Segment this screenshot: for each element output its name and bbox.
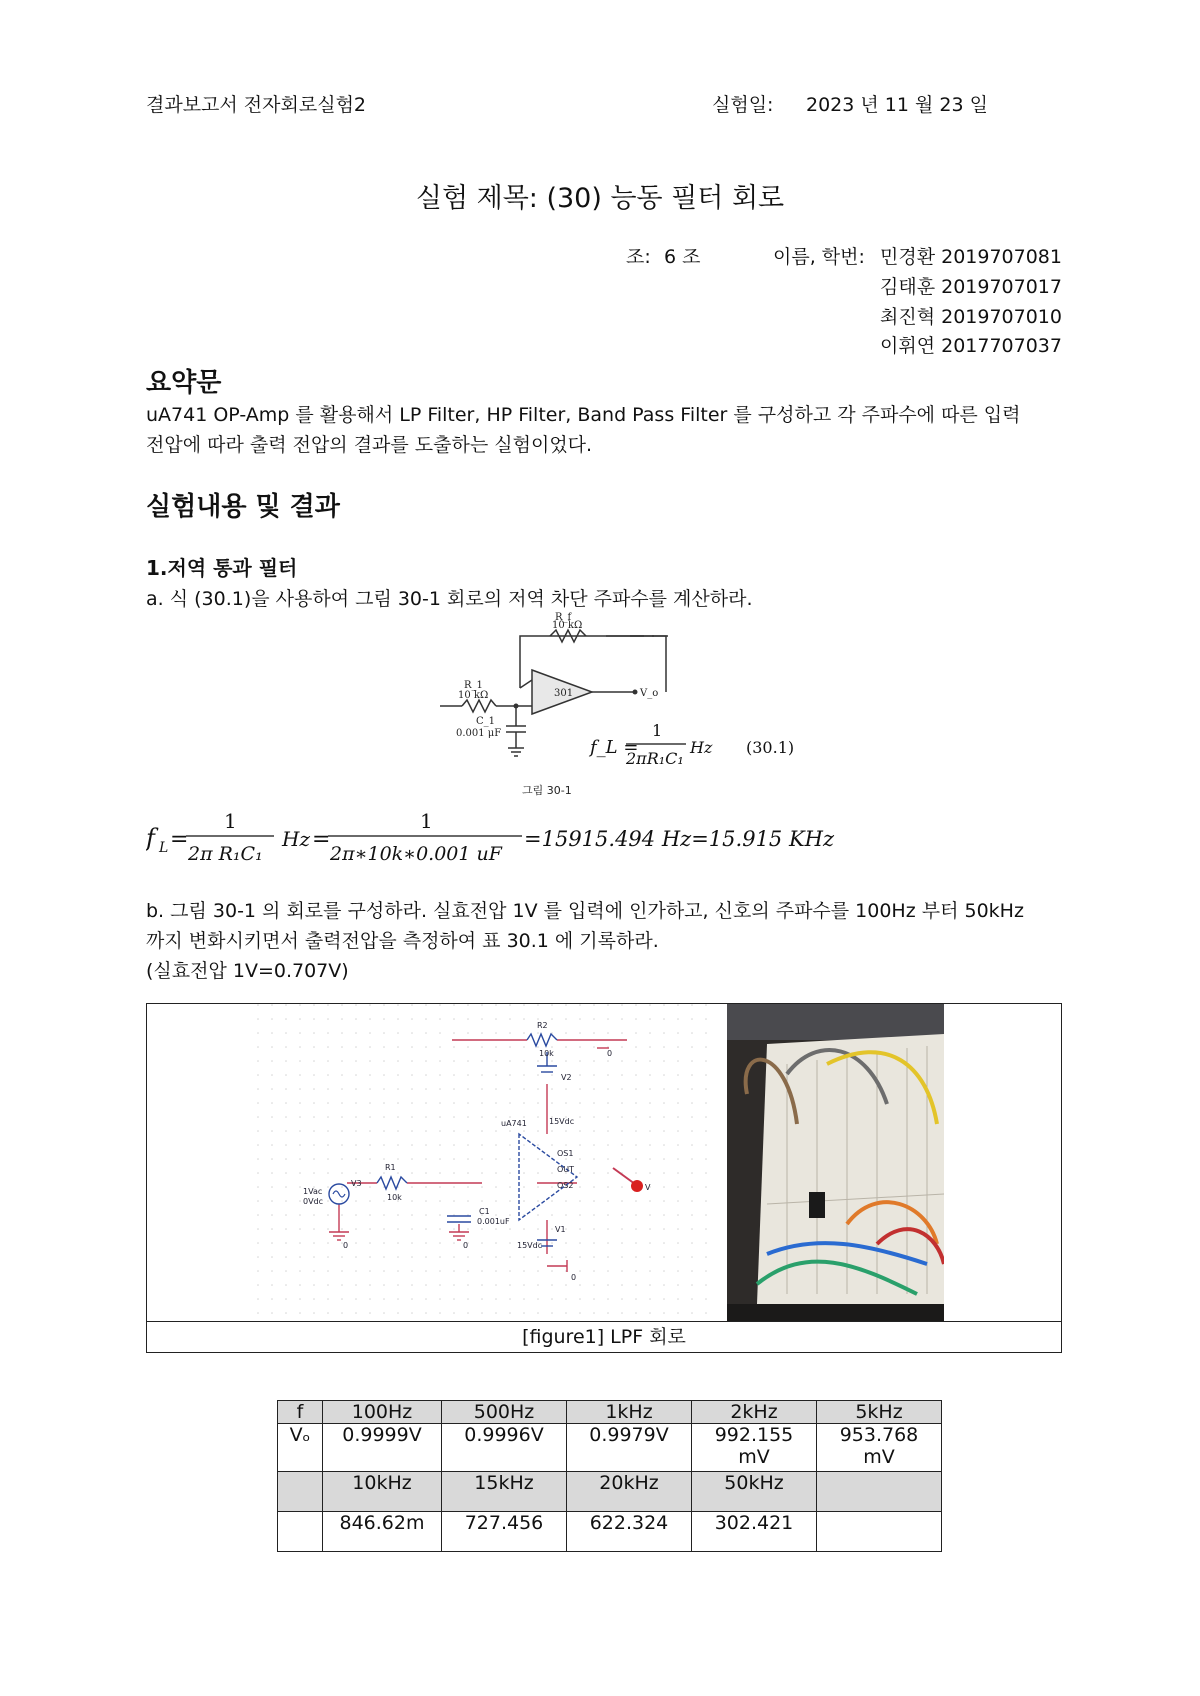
breadboard-photo xyxy=(727,1004,944,1322)
calc-result: =15915.494 Hz=15.915 KHz xyxy=(524,827,835,851)
eq-unit: Hz xyxy=(690,738,713,757)
calc-den1: 2π R₁C₁ xyxy=(188,843,263,865)
member-2: 김태훈 2019707017 xyxy=(880,276,1062,298)
table-cell: 50kHz xyxy=(692,1472,817,1512)
r2-label: R2 xyxy=(537,1021,548,1030)
calc-hz: Hz xyxy=(282,827,310,851)
table-cell: 622.324 xyxy=(567,1512,692,1552)
summary-line-1: uA741 OP-Amp 를 활용해서 LP Filter, HP Filter, Band Pass Filter 를 구성하고 각 주파수에 따른 입력 xyxy=(146,404,1021,426)
fig30-1-caption: 그림 30-1 xyxy=(522,784,572,797)
r1-value: 10 kΩ xyxy=(458,690,489,701)
eq-lhs: f_L = xyxy=(590,737,639,758)
eq-number: (30.1) xyxy=(746,738,795,757)
svg-text:=: = xyxy=(312,827,331,852)
rf-label: R_f xyxy=(555,612,572,623)
c1-label: C1 xyxy=(479,1207,490,1216)
summary-text xyxy=(146,400,1066,460)
item-a: a. 식 (30.1)을 사용하여 그림 30-1 회로의 저역 차단 주파수를 계산하라. xyxy=(146,588,753,610)
item-b xyxy=(146,896,1066,986)
date-value: 2023 년 11 월 23 일 xyxy=(806,94,988,116)
ic-chip xyxy=(809,1192,825,1218)
c1-value: 0.001 μF xyxy=(456,728,502,739)
os2-label: OS2 xyxy=(557,1181,574,1190)
output-node xyxy=(633,690,638,695)
v3-ac: 1Vac xyxy=(303,1187,323,1196)
table-cell: 953.768 mV xyxy=(817,1424,942,1472)
member-3: 최진혁 2019707010 xyxy=(880,306,1062,328)
table-cell: 0.9979V xyxy=(567,1424,692,1472)
r1-label: R1 xyxy=(385,1163,396,1172)
table-cell: 1kHz xyxy=(567,1401,692,1424)
table-row xyxy=(278,1401,942,1424)
r1-value: 10k xyxy=(387,1193,402,1202)
table-row xyxy=(278,1512,942,1552)
page-title: 실험 제목: (30) 능동 필터 회로 xyxy=(415,183,785,214)
member-1: 민경환 2019707081 xyxy=(880,246,1062,268)
opamp-label: uA741 xyxy=(501,1119,527,1128)
results-heading: 실험내용 및 결과 xyxy=(146,492,340,522)
table-cell xyxy=(817,1512,942,1552)
calc-num2: 1 xyxy=(420,809,433,833)
ground-label-3: 0 xyxy=(463,1241,469,1250)
table-cell: Vₒ xyxy=(278,1424,323,1472)
ground-label-2: 0 xyxy=(343,1241,349,1250)
table-cell: 15kHz xyxy=(442,1472,567,1512)
v3-label: V3 xyxy=(351,1179,362,1188)
member-4: 이휘연 2017707037 xyxy=(880,335,1062,357)
figure-30-1 xyxy=(440,608,800,798)
vo-label: V_o xyxy=(640,688,659,699)
team-label: 조: xyxy=(626,246,651,268)
cap-node xyxy=(514,704,519,709)
probe-label: V xyxy=(645,1183,651,1192)
section1-heading: 1.저역 통과 필터 xyxy=(146,556,298,580)
out-label: OUT xyxy=(557,1165,575,1174)
r2-value: 10k xyxy=(539,1049,554,1058)
table-cell xyxy=(278,1512,323,1552)
rf-value: 10 kΩ xyxy=(552,620,583,631)
eq-num: 1 xyxy=(652,721,663,740)
v3-dc: 0Vdc xyxy=(303,1197,324,1206)
table-cell: 20kHz xyxy=(567,1472,692,1512)
table-cell: 2kHz xyxy=(692,1401,817,1424)
os1-label: OS1 xyxy=(557,1149,574,1158)
fl-subscript: L xyxy=(159,840,169,856)
summary-heading: 요약문 xyxy=(146,368,222,398)
date-label: 실험일: xyxy=(712,94,774,116)
team-value: 6 조 xyxy=(664,246,701,268)
table-cell xyxy=(278,1472,323,1512)
table-cell: 5kHz xyxy=(817,1401,942,1424)
measurement-table xyxy=(277,1400,942,1552)
table-cell: f xyxy=(278,1401,323,1424)
table-row xyxy=(278,1472,942,1512)
voltage-probe-icon xyxy=(631,1180,643,1192)
v2-label: V2 xyxy=(561,1073,572,1082)
v1-label: V1 xyxy=(555,1225,566,1234)
figure1-caption: [figure1] LPF 회로 xyxy=(147,1321,1061,1352)
item-b-line-1: b. 그림 30-1 의 회로를 구성하라. 실효전압 1V 를 입력에 인가하고, 신호의 주파수를 100Hz 부터 50kHz xyxy=(146,900,1024,922)
r1-label: R_1 xyxy=(464,680,483,691)
cutoff-formula xyxy=(146,808,846,868)
name-label: 이름, 학번: xyxy=(773,246,865,268)
item-b-line-2: 까지 변화시키면서 출력전압을 측정하여 표 30.1 에 기록하라. xyxy=(146,930,659,952)
fl-symbol: f xyxy=(146,824,155,852)
c1-label: C_1 xyxy=(476,716,496,727)
table-cell: 302.421 xyxy=(692,1512,817,1552)
table-cell xyxy=(817,1472,942,1512)
ground-label-4: 0 xyxy=(571,1273,577,1282)
table-cell: 992.155 mV xyxy=(692,1424,817,1472)
v1-value: 15Vdc xyxy=(517,1241,543,1250)
svg-text:=: = xyxy=(170,827,189,852)
item-b-line-3: (실효전압 1V=0.707V) xyxy=(146,960,349,982)
calc-den2: 2π∗10k∗0.001 uF xyxy=(330,843,502,865)
pspice-schematic xyxy=(257,1004,717,1322)
table-cell: 100Hz xyxy=(323,1401,442,1424)
table-cell: 10kHz xyxy=(323,1472,442,1512)
table-cell: 727.456 xyxy=(442,1512,567,1552)
table-cell: 0.9996V xyxy=(442,1424,567,1472)
header-left: 결과보고서 전자회로실험2 xyxy=(146,94,367,116)
ground-label-1: 0 xyxy=(607,1049,613,1058)
table-cell: 500Hz xyxy=(442,1401,567,1424)
table-cell: 846.62m xyxy=(323,1512,442,1552)
table-cell: 0.9999V xyxy=(323,1424,442,1472)
calc-num1: 1 xyxy=(224,809,237,833)
v2-value: 15Vdc xyxy=(549,1117,575,1126)
opamp-label: 301 xyxy=(554,688,574,699)
figure1-box xyxy=(146,1003,1062,1353)
summary-line-2: 전압에 따라 출력 전압의 결과를 도출하는 실험이었다. xyxy=(146,434,593,456)
eq-den: 2πR₁C₁ xyxy=(626,749,684,768)
c1-value: 0.001uF xyxy=(477,1217,510,1226)
table-row xyxy=(278,1424,942,1472)
